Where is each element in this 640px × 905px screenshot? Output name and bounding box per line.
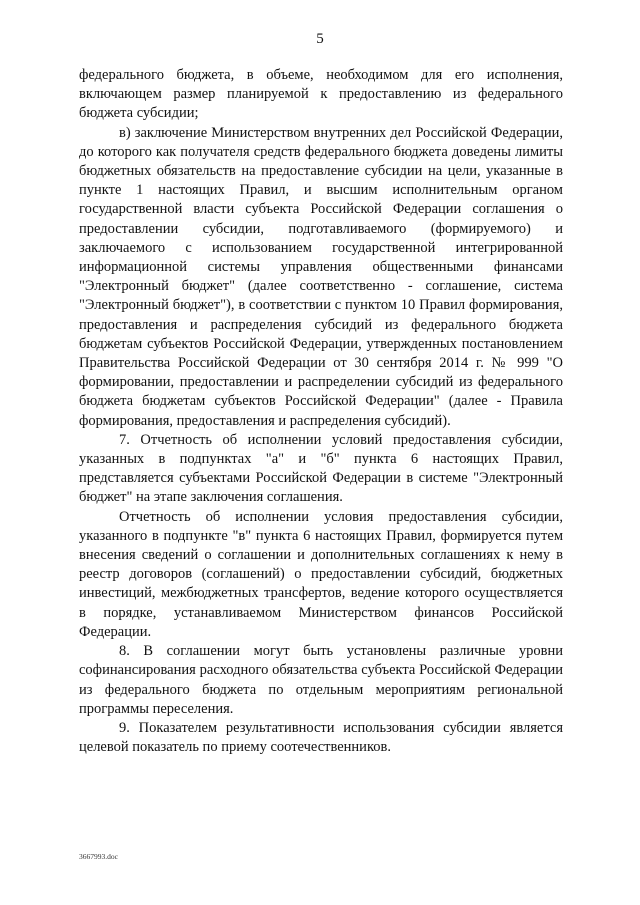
paragraph-item-8: 8. В соглашении могут быть установлены различные уровни софинансирования расходного обязательства субъекта Российской Федерации из федерального бюджета по отдельным мероприятиям региональной программы переселения. xyxy=(79,643,563,717)
page-number: 5 xyxy=(316,31,324,47)
paragraph-item-9: 9. Показателем результативности использования субсидии является целевой показатель по приему соотечественников. xyxy=(79,719,563,756)
paragraph-continuation: федерального бюджета, в объеме, необходимом для его исполнения, включающем размер планируемой к предоставлению из федерального бюджета субсидии; xyxy=(79,67,563,122)
paragraph-item-7-continued: Отчетность об исполнении условия предоставления субсидии, указанного в подпункте "в" пункта 6 настоящих Правил, формируется путем внесения сведений о соглашении и дополнительных соглашениях к нему в реестр договоров (соглашений) о предоставлении субсидий, бюджетных инвестиций, межбюджетных трансфертов, ведение которого осуществляется в порядке, устанавливаемом Министерством финансов Российской Федерации. xyxy=(79,508,563,640)
footer-filename: 3667993.doc xyxy=(79,852,118,861)
paragraph-subitem-v: в) заключение Министерством внутренних дел Российской Федерации, до которого как получателя средств федерального бюджета доведены лимиты бюджетных обязательств на предоставление субсидии на цели, указанные в пункте 1 настоящих Правил, и высшим исполнительным органом государственной власти субъекта Российской Федерации соглашения о предоставлении субсидии, подготавливаемого (формируемого) и заключаемого с использованием государственной интегрированной информационной системы управления общественными финансами "Электронный бюджет" (далее соответственно - соглашение, система "Электронный бюджет"), в соответствии с пунктом 10 Правил формирования, предоставления и распределения субсидий из федерального бюджета бюджетам субъектов Российской Федерации, утвержденных постановлением Правительства Российской Федерации от 30 сентября 2014 г. № 999 "О формировании, предоставлении и распределении субсидий из федерального бюджета бюджетам субъектов Российской Федерации" (далее - Правила формирования, предоставления и распределения субсидий). xyxy=(79,124,563,429)
paragraph-item-7: 7. Отчетность об исполнении условий предоставления субсидии, указанных в подпунктах "а" и "б" пункта 6 настоящих Правил, представляется субъектами Российской Федерации в системе "Электронный бюджет" на этапе заключения соглашения. xyxy=(79,431,563,506)
document-body xyxy=(79,66,563,757)
